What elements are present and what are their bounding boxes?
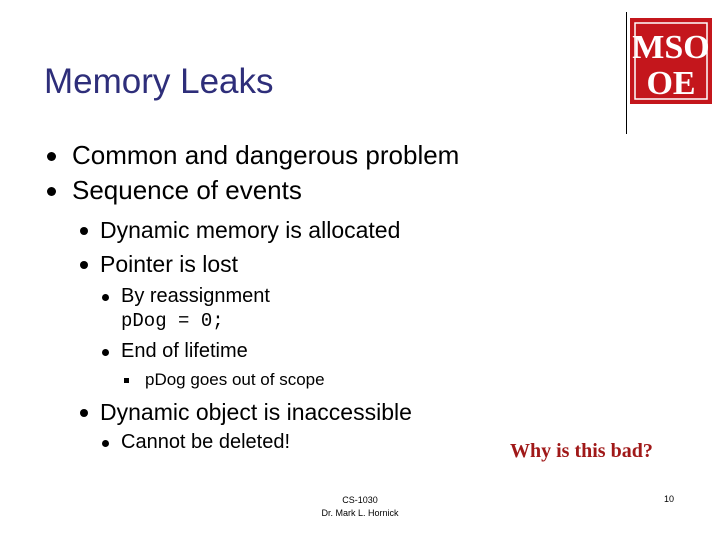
slide-title: Memory Leaks [44, 62, 274, 101]
bullet-dot [102, 294, 109, 301]
page-number: 10 [664, 494, 675, 504]
callout-why-bad: Why is this bad? [510, 440, 653, 462]
bullet-square [124, 378, 129, 383]
bullet-dot [47, 187, 56, 196]
slide-footer [290, 494, 430, 520]
bullet-reassignment: By reassignment [121, 285, 270, 307]
bullet-allocated: Dynamic memory is allocated [100, 217, 401, 243]
msoe-logo-mark [630, 18, 712, 104]
logo-text-top: MSO [632, 29, 710, 66]
bullet-pointer-lost: Pointer is lost [100, 251, 239, 277]
bullet-inaccessible: Dynamic object is inaccessible [100, 399, 412, 425]
bullet-dot [80, 261, 88, 269]
bullet-sequence: Sequence of events [72, 175, 302, 205]
msoe-logo [630, 18, 712, 104]
logo-text-bottom: OE [646, 65, 696, 102]
bullet-dot [47, 152, 56, 161]
bullet-dot [80, 409, 88, 417]
bullet-cannot-delete: Cannot be deleted! [121, 431, 291, 453]
header-divider [626, 12, 627, 134]
bullet-common-problem: Common and dangerous problem [72, 140, 460, 170]
bullet-out-of-scope: pDog goes out of scope [145, 370, 325, 389]
bullet-end-of-lifetime: End of lifetime [121, 340, 248, 362]
bullet-dot [102, 440, 109, 447]
bullet-dot [102, 349, 109, 356]
code-reassign: pDog = 0; [121, 310, 224, 332]
footer-course: CS-1030 [342, 495, 378, 505]
footer-author: Dr. Mark L. Hornick [321, 508, 399, 518]
bullet-dot [80, 227, 88, 235]
